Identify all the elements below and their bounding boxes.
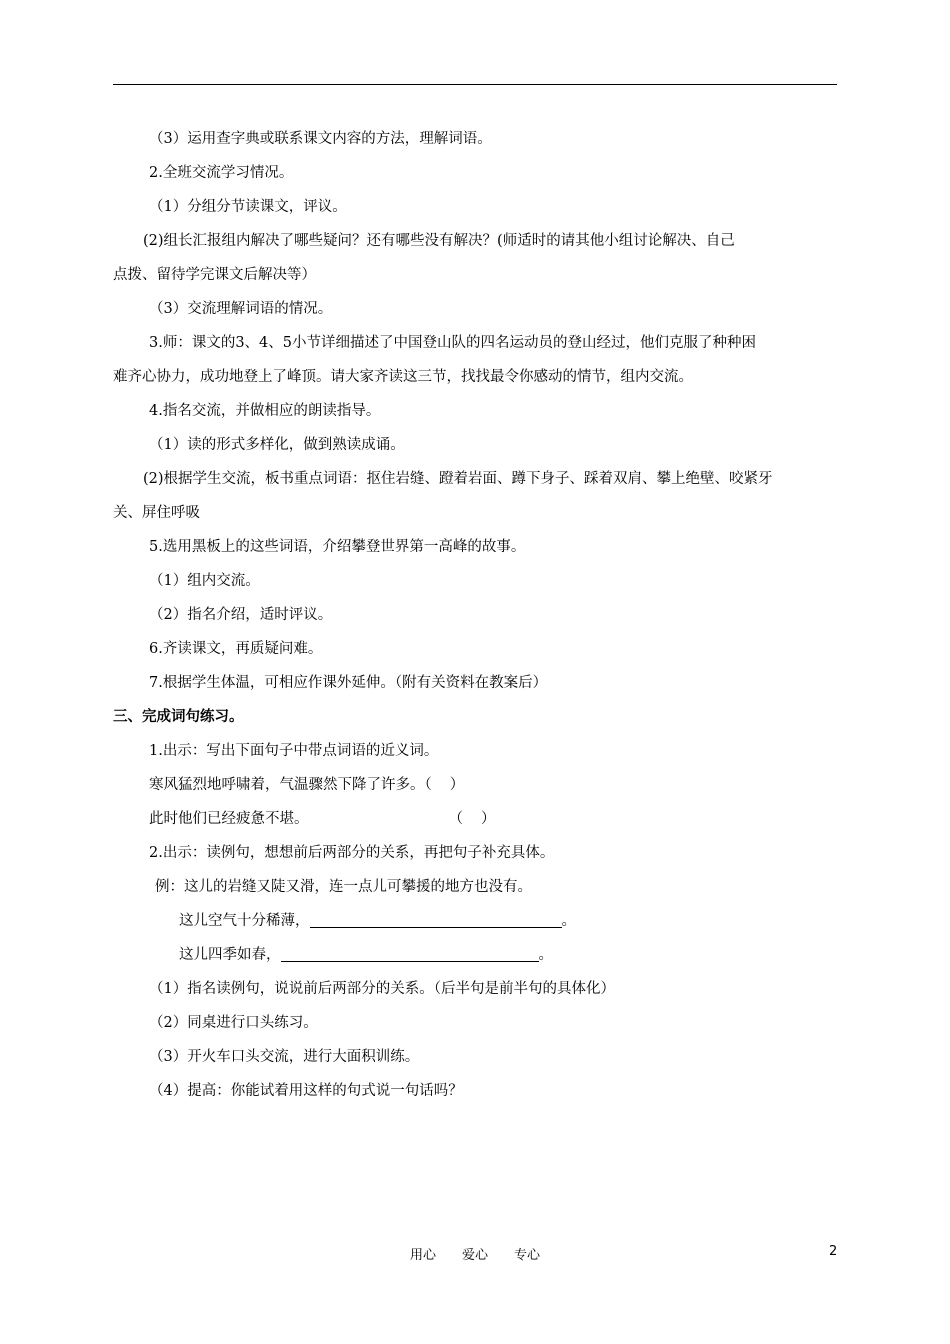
paragraph-line: (2)根据学生交流，板书重点词语：抠住岩缝、蹬着岩面、蹲下身子、踩着双肩、攀上绝壁、咬紧牙 xyxy=(143,471,773,487)
page-number: 2 xyxy=(829,1244,838,1259)
paragraph-line: （1）指名读例句，说说前后两部分的关系。（后半句是前半句的具体化） xyxy=(149,981,615,997)
paragraph-line: 4.指名交流，并做相应的朗读指导。 xyxy=(149,403,381,419)
footer-word: 专心 xyxy=(514,1248,541,1263)
example-sentence: 例：这儿的岩缝又陡又滑，连一点儿可攀援的地方也没有。 xyxy=(155,879,532,895)
paragraph-line: （3）开火车口头交流，进行大面积训练。 xyxy=(149,1049,420,1065)
paragraph-line: （1）读的形式多样化，做到熟读成诵。 xyxy=(149,437,405,453)
paragraph-line: （1）分组分节读课文，评议。 xyxy=(149,199,347,215)
paragraph-line: 1.出示：写出下面句子中带点词语的近义词。 xyxy=(149,743,439,759)
fill-in-suffix: 。 xyxy=(538,947,553,963)
paragraph-line: 3.师：课文的3、4、5小节详细描述了中国登山队的四名运动员的登山经过，他们克服了种种困 xyxy=(149,335,757,351)
paragraph-line: 6.齐读课文，再质疑问难。 xyxy=(149,641,323,657)
fill-in-sentence xyxy=(113,904,837,938)
paragraph-line: 难齐心协力，成功地登上了峰顶。请大家齐读这三节，找找最令你感动的情节，组内交流。 xyxy=(113,369,693,385)
paragraph-line: （2）同桌进行口头练习。 xyxy=(149,1015,318,1031)
answer-blank-close: ） xyxy=(481,811,496,827)
fill-in-prefix: 这儿四季如春， xyxy=(179,947,281,963)
fill-in-blank[interactable] xyxy=(281,945,539,962)
footer-word: 用心 xyxy=(409,1248,436,1263)
exercise-sentence-text: 此时他们已经疲惫不堪。 xyxy=(149,811,309,827)
fill-in-sentence xyxy=(113,938,837,972)
paragraph-line: （4）提高：你能试着用这样的句式说一句话吗？ xyxy=(149,1083,463,1099)
paragraph-line: （3）交流理解词语的情况。 xyxy=(149,301,333,317)
fill-in-suffix: 。 xyxy=(561,913,576,929)
paragraph-line: （3）运用查字典或联系课文内容的方法，理解词语。 xyxy=(149,131,492,147)
paragraph-line: 点拨、留待学完课文后解决等） xyxy=(113,267,316,283)
paragraph-line: （1）组内交流。 xyxy=(149,573,260,589)
section-heading: 三、完成词句练习。 xyxy=(113,708,244,725)
answer-blank-close: ） xyxy=(449,777,465,793)
exercise-sentence xyxy=(113,802,837,836)
paragraph-line: 7.根据学生体温，可相应作课外延伸。（附有关资料在教案后） xyxy=(149,675,548,691)
footer-word: 爱心 xyxy=(461,1248,488,1263)
paragraph-line: 5.选用黑板上的这些词语，介绍攀登世界第一高峰的故事。 xyxy=(149,539,526,555)
exercise-sentence xyxy=(113,768,837,802)
exercise-sentence-text: 寒风猛烈地呼啸着，气温骤然下降了许多。（ xyxy=(149,777,432,793)
document-body xyxy=(113,122,837,1108)
fill-in-blank[interactable] xyxy=(310,911,562,928)
page-footer xyxy=(0,1244,950,1263)
paragraph-line: 2.全班交流学习情况。 xyxy=(149,165,294,181)
header-rule xyxy=(113,84,837,85)
paragraph-line: 关、屏住呼吸 xyxy=(113,505,200,521)
paragraph-line: (2)组长汇报组内解决了哪些疑问？还有哪些没有解决？(师适时的请其他小组讨论解决、自己 xyxy=(143,233,735,249)
answer-blank-open: （ xyxy=(448,811,463,827)
paragraph-line: 2.出示：读例句，想想前后两部分的关系，再把句子补充具体。 xyxy=(149,845,555,861)
paragraph-line: （2）指名介绍，适时评议。 xyxy=(149,607,333,623)
fill-in-prefix: 这儿空气十分稀薄， xyxy=(179,913,310,929)
